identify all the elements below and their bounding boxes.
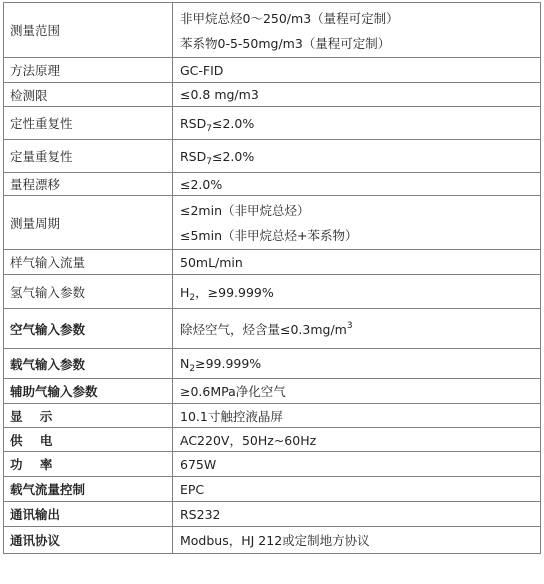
value-range-drift [173,173,541,196]
table-row [4,83,541,107]
value-line [180,356,540,374]
label-method-principle: 方法原理 [4,58,173,83]
table-row [4,428,541,452]
value-line: ≥0.6MPa净化空气 [180,384,286,399]
table-row [4,477,541,502]
value-quantitative-repeatability [173,140,541,173]
value-line: Modbus，HJ 212或定制地方协议 [180,533,370,548]
table-row [4,3,541,58]
value-method-principle [173,58,541,83]
value-aux-gas-input [173,379,541,404]
value-line [180,148,540,167]
table-row [4,309,541,349]
value-line: RS232 [180,506,221,522]
table-row [4,250,541,275]
label-power-supply: 供 电 [4,428,173,452]
value-carrier-gas-input [173,349,541,379]
value-line: ≤2min（非甲烷总烃） [180,203,310,218]
subscript: 2 [189,292,196,303]
value-comm-output [173,502,541,527]
subscript: 7 [206,123,212,134]
value-line [180,283,540,301]
value-text: H [180,284,190,300]
label-quantitative-repeatability: 定量重复性 [4,140,173,173]
spec-table-body [4,3,541,554]
label-measurement-range: 测量范围 [4,3,173,58]
table-row [4,379,541,404]
value-text: 除烃空气，烃含量≤0.3mg/m [180,321,347,337]
label-air-input: 空气输入参数 [4,309,173,349]
value-display [173,404,541,428]
value-line: ≤5min（非甲烷总烃+苯系物） [180,228,358,243]
value-text: N [180,356,190,371]
spec-table [3,2,541,554]
subscript: 7 [206,156,212,167]
value-text: RSD [180,148,207,164]
table-row [4,140,541,173]
value-line [180,320,540,338]
value-line: 675W [180,456,217,472]
value-line: GC-FID [180,62,224,78]
table-row [4,275,541,309]
label-carrier-gas-input: 载气输入参数 [4,349,173,379]
table-row [4,107,541,140]
value-detection-limit [173,83,541,107]
label-measurement-cycle: 测量周期 [4,196,173,250]
table-row [4,404,541,428]
value-air-input [173,309,541,349]
value-power [173,452,541,477]
value-line [180,115,540,134]
label-qualitative-repeatability: 定性重复性 [4,107,173,140]
value-hydrogen-input [173,275,541,309]
label-detection-limit: 检测限 [4,83,173,107]
value-sample-gas-flow [173,250,541,275]
value-line: 非甲烷总烃0～250/m3（量程可定制） [180,10,399,26]
label-carrier-flow-control: 载气流量控制 [4,477,173,502]
subscript: 2 [189,364,196,374]
table-row [4,527,541,554]
label-display: 显 示 [4,404,173,428]
table-row [4,452,541,477]
label-aux-gas-input: 辅助气输入参数 [4,379,173,404]
value-line: AC220V，50Hz~60Hz [180,432,317,448]
value-carrier-flow-control [173,477,541,502]
value-line: 10.1寸触控液晶屏 [180,408,283,424]
value-measurement-range [173,3,541,58]
label-hydrogen-input: 氢气输入参数 [4,275,173,309]
table-row [4,502,541,527]
superscript: 3 [346,320,353,331]
value-text: ，≥99.999% [195,284,274,300]
value-line: 苯系物0-5-50mg/m3（量程可定制） [180,35,391,51]
table-row [4,349,541,379]
value-qualitative-repeatability [173,107,541,140]
value-comm-protocol [173,527,541,554]
label-comm-output: 通讯输出 [4,502,173,527]
label-sample-gas-flow: 样气输入流量 [4,250,173,275]
label-comm-protocol: 通讯协议 [4,527,173,554]
label-range-drift: 量程漂移 [4,173,173,196]
label-power: 功 率 [4,452,173,477]
value-line: EPC [180,481,205,497]
value-text: ≤2.0% [211,115,255,131]
value-line: 50mL/min [180,254,243,270]
value-text: ≥99.999% [195,356,262,371]
value-line: ≤0.8 mg/m3 [180,87,259,102]
value-measurement-cycle [173,196,541,250]
value-power-supply [173,428,541,452]
value-line: ≤2.0% [180,176,223,192]
value-text: ≤2.0% [211,148,255,164]
table-row [4,196,541,250]
table-row [4,58,541,83]
table-row [4,173,541,196]
value-text: RSD [180,115,207,131]
